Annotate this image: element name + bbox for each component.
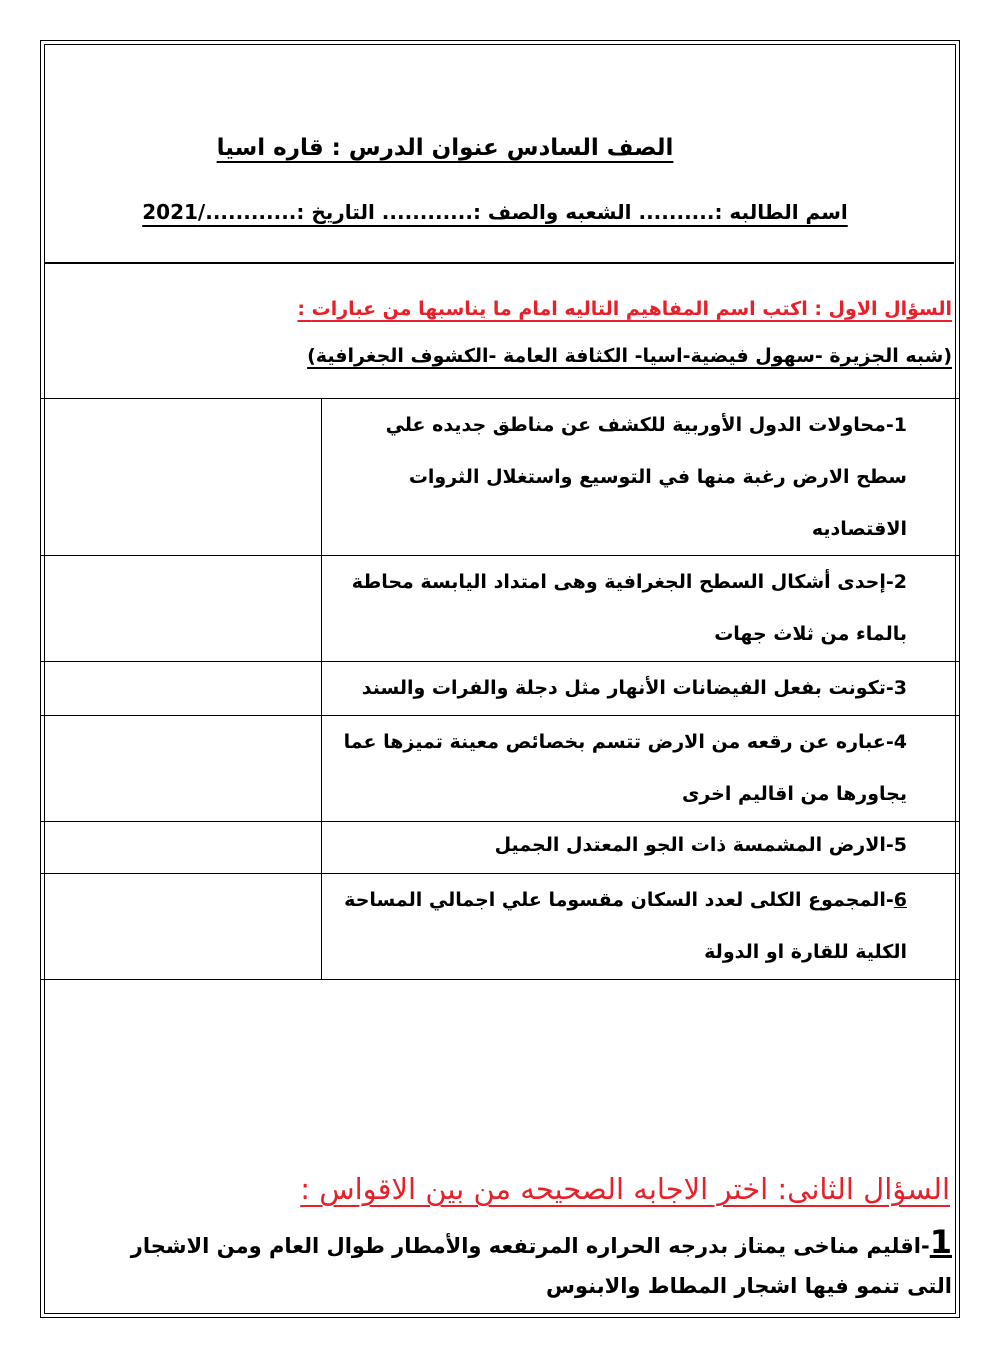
item-number: 2 — [893, 571, 907, 593]
item-text: -تكونت بفعل الفيضانات الأنهار مثل دجلة والفرات والسند — [361, 677, 894, 699]
statement-cell — [322, 874, 960, 980]
question1-heading-colon: : — [297, 298, 312, 320]
item-text: -إحدى أشكال السطح الجغرافية وهى امتداد اليابسة محاطة بالماء من ثلاث جهات — [351, 571, 907, 645]
answer-cell[interactable] — [41, 874, 322, 980]
table-row — [41, 399, 960, 556]
statement-cell — [322, 399, 960, 556]
student-info-line — [120, 200, 870, 224]
item-text: -الارض المشمسة ذات الجو المعتدل الجميل — [494, 834, 894, 856]
student-info-text[interactable]: اسم الطالبه :.......... الشعبه والصف :............ التاريخ :............/2021 — [142, 200, 848, 224]
question1-terms-text: (شبه الجزيرة -سهول فيضية-اسيا- الكثافة العامة -الكشوف الجغرافية) — [307, 345, 952, 367]
header-divider — [44, 262, 954, 264]
table-row — [41, 822, 960, 874]
item-text: -المجموع الكلى لعدد السكان مقسوما علي اجمالي المساحة الكلية للقارة او الدولة — [344, 889, 907, 963]
item-number: 5 — [893, 834, 907, 856]
question2-item — [82, 1222, 952, 1306]
answer-cell[interactable] — [41, 399, 322, 556]
answer-cell[interactable] — [41, 556, 322, 662]
question2-heading-text: السؤال الثانى: اختر الاجابه الصحيحه من بين الاقواس : — [300, 1172, 950, 1206]
item-number: 4 — [893, 731, 907, 753]
answer-cell[interactable] — [41, 662, 322, 716]
statement-cell — [322, 822, 960, 874]
question2-heading — [50, 1172, 950, 1206]
worksheet-title — [150, 135, 740, 161]
item-number: 1 — [893, 414, 907, 436]
table-row — [41, 662, 960, 716]
question1-heading-text: السؤال الاول : اكتب اسم المفاهيم التاليه امام ما يناسبها من عبارات — [311, 298, 952, 320]
answer-cell[interactable] — [41, 822, 322, 874]
worksheet-title-text: الصف السادس عنوان الدرس : قاره اسيا — [216, 135, 674, 161]
item-number: 3 — [893, 677, 907, 699]
table-row — [41, 556, 960, 662]
question2-item-text: -اقليم مناخى يمتاز بدرجه الحراره المرتفعه والأمطار طوال العام ومن الاشجار التى تنمو فيها اشجار المطاط والابنوس — [130, 1234, 952, 1298]
statement-cell — [322, 716, 960, 822]
answer-cell[interactable] — [41, 716, 322, 822]
statement-cell — [322, 556, 960, 662]
item-text: -عباره عن رقعه من الارض تتسم بخصائص معينة تميزها عما يجاورها من اقاليم اخرى — [343, 731, 907, 805]
table-row — [41, 874, 960, 980]
table-row — [41, 716, 960, 822]
question1-terms — [252, 345, 952, 367]
item-text: -محاولات الدول الأوربية للكشف عن مناطق جديده علي سطح الارض رغبة منها في التوسيع واستغلال الثروات الاقتصاديه — [385, 414, 907, 540]
question1-table — [40, 398, 960, 980]
statement-cell — [322, 662, 960, 716]
item-number: 6 — [893, 889, 907, 911]
question2-item-number: 1 — [929, 1223, 952, 1261]
question1-heading — [252, 298, 952, 320]
